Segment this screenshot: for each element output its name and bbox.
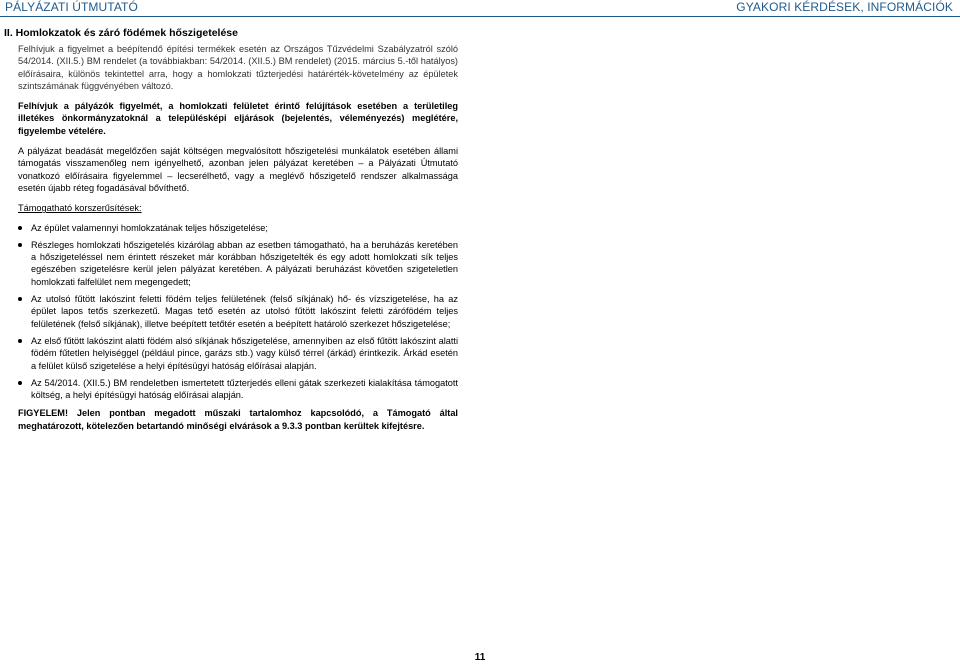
bullet-icon	[18, 226, 22, 230]
header-right-title: GYAKORI KÉRDÉSEK, INFORMÁCIÓK	[736, 0, 953, 14]
list-item-text: Részleges homlokzati hőszigetelés kizárólag abban az esetben támogatható, ha a beruházás keretében a hőszigeteléssel nem érintett részeket már korábban hőszigetelték és egy adott homlokzati sík teljes egészében szigetelésre kerül jelen pályázat keretében. A pályázati beruházást követően szigeteletlen homlokzati falfelület nem megengedett;	[31, 239, 458, 287]
supported-upgrades-list	[18, 222, 458, 402]
list-item	[18, 377, 458, 402]
warning-note: FIGYELEM! Jelen pontban megadott műszaki tartalomhoz kapcsolódó, a Támogató által meghatározott, kötelezően betartandó minőségi elvárások a 9.3.3 pontban kerültek kifejtésre.	[18, 408, 458, 431]
list-item-text: Az utolsó fűtött lakószint feletti födém teljes felületének (felső síkjának) hő- és vízszigetelése, ha az épület lapos tetős szerkezetű. Magas tető esetén az utolsó fűtött lakószint feletti zárófödém teljes felületének (felső síkjának), illetve beépített tetőtér esetén a beépített határoló szerkezet hőszigetelése;	[31, 294, 458, 329]
list-item	[18, 222, 458, 234]
page-header	[0, 0, 960, 17]
list-item-text: Az első fűtött lakószint alatti födém alsó síkjának hőszigetelése, amennyiben az első fűtött lakószint alatti födém fűtetlen helyiséggel (például pince, garázs stb.) vagy külső térrel (árkád) érintkezik. Árkád esetén a felület külső szigetelése a helyi építésügyi hatóság előírásai alapján.	[31, 335, 458, 371]
paragraph-fire-regulation: Felhívjuk a figyelmet a beépítendő építési termékek esetén az Országos Tűzvédelmi Szabályzatról szóló 54/2014. (XII.5.) BM rendelet (a továbbiakban: 54/2014. (XII.5.) BM rendelet) (2015. március 5.-től hatályos) előírásaira, különös tekintettel arra, hogy a homlokzati tűzterjedési határérték-követelmény az épületek szintszámának függvényében változó.	[18, 44, 458, 91]
bullet-icon	[18, 381, 22, 385]
supported-upgrades-heading: Támogatható korszerűsítések:	[18, 203, 142, 214]
list-item	[18, 293, 458, 330]
bullet-icon	[18, 243, 22, 247]
list-item	[18, 239, 458, 288]
paragraph-townscape-procedures: Felhívjuk a pályázók figyelmét, a homlokzati felületet érintő felújítások esetében a területileg illetékes önkormányzatoknál a településképi eljárások (bejelentés, véleményezés) meglétére, figyelembe vételére.	[18, 101, 458, 136]
bullet-icon	[18, 297, 22, 301]
list-item-text: Az 54/2014. (XII.5.) BM rendeletben ismertetett tűzterjedés elleni gátak szerkezeti kialakítása támogatott költség, a helyi építésügyi hatóság előírásai alapján.	[31, 377, 458, 401]
section-title: II. Homlokzatok és záró födémek hőszigetelése	[4, 27, 238, 39]
list-item-text: Az épület valamennyi homlokzatának teljes hőszigetelése;	[31, 222, 268, 233]
page-number: 11	[474, 652, 486, 663]
main-text-column	[18, 43, 458, 440]
list-item	[18, 335, 458, 372]
header-left-title: PÁLYÁZATI ÚTMUTATÓ	[5, 0, 138, 14]
bullet-icon	[18, 339, 22, 343]
header-divider	[0, 16, 960, 17]
paragraph-prior-insulation: A pályázat beadását megelőzően saját költségen megvalósított hőszigetelési munkálatok esetében állami támogatás visszamenőleg nem igényelhető, azonban jelen pályázat keretében – a Pályázati Útmutató vonatkozó előírásaira figyelemmel – lecserélhető, vagy a meglévő hőszigetelő rendszer alkalmassága esetén újabb réteg fogadásával bővíthető.	[18, 146, 458, 193]
